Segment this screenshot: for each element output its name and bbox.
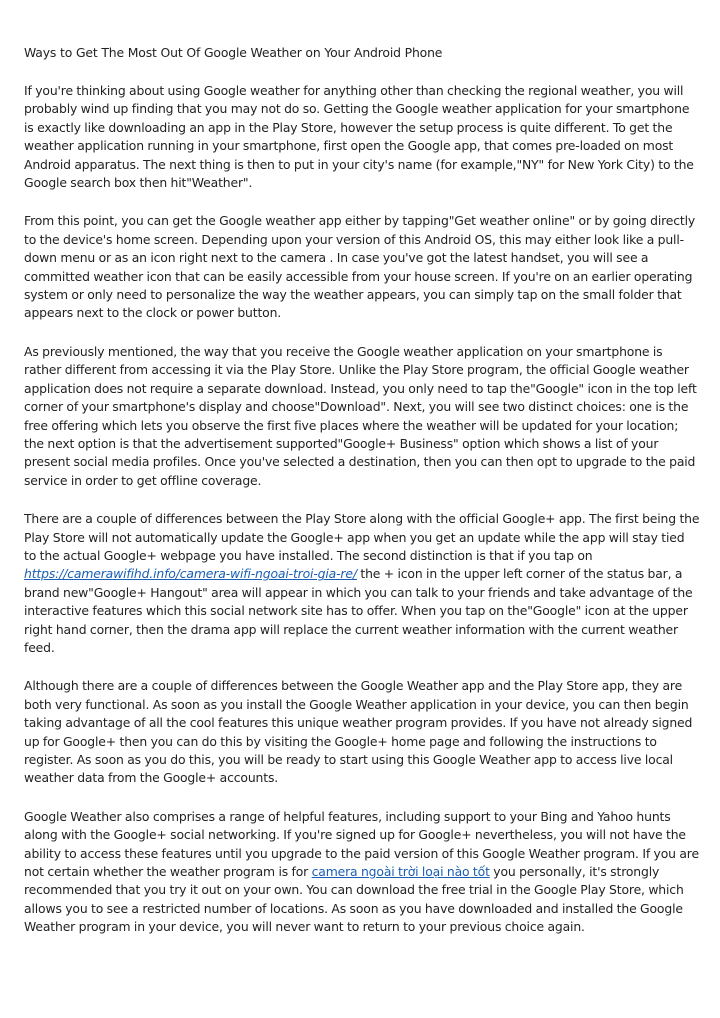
paragraph-4-text-after: the + icon in the upper left corner of the status bar, a brand new"Google+ Hangout" area will appear in which you can talk to your friends and take advantage of the interactive features which this social network site has to offer. When you tap on the"Google" icon at the upper right hand corner, then the drama app will replace the current weather information with the current weather feed. <box>24 566 693 655</box>
paragraph-6 <box>24 808 700 937</box>
paragraph-4-text-before: There are a couple of differences between the Play Store along with the official Google+ app. The first being the Play Store will not automatically update the Google+ app when you get an update while the app will stay tied to the actual Google+ webpage you have installed. The second distinction is that if you tap on <box>24 511 700 563</box>
camera-wifi-link[interactable]: https://camerawifihd.info/camera-wifi-ngoai-troi-gia-re/ <box>24 566 357 582</box>
paragraph-2: From this point, you can get the Google weather app either by tapping"Get weather online" or by going directly to the device's home screen. Depending upon your version of this Android OS, this may either look like a pull-down menu or as an icon right next to the camera . In case you've got the latest handset, you will see a committed weather icon that can be easily accessible from your house screen. If you're on an earlier operating system or only need to personalize the way the weather appears, you can simply tap on the small folder that appears next to the clock or power button. <box>24 213 696 321</box>
paragraph-5: Although there are a couple of differences between the Google Weather app and the Play Store app, they are both very functional. As soon as you install the Google Weather application in your device, you can then begin taking advantage of all the cool features this unique weather program provides. If you have not already signed up for Google+ then you can do this by visiting the Google+ home page and following the instructions to register. As soon as you do this, you will be ready to start using this Google Weather app to access live local weather data from the Google+ accounts. <box>24 678 693 786</box>
article <box>24 44 700 957</box>
paragraph-1: If you're thinking about using Google weather for anything other than checking the regional weather, you will probably wind up finding that you may not do so. Getting the Google weather application for your smartphone is exactly like downloading an app in the Play Store, however the setup process is quite different. To get the weather application running in your smartphone, first open the Google app, that comes pre-loaded on most Android apparatus. The next thing is then to put in your city's name (for example,"NY" for New York City) to the Google search box then hit"Weather". <box>24 83 694 191</box>
paragraph-3: As previously mentioned, the way that you receive the Google weather application on your smartphone is rather different from accessing it via the Play Store. Unlike the Play Store program, the official Google weather application does not require a separate download. Instead, you only need to tap the"Google" icon in the top left corner of your smartphone's display and choose"Download". Next, you will see two distinct choices: one is the free offering which lets you observe the first five places where the weather will be updated for your location; the next option is that the advertisement supported"Google+ Business" option which shows a list of your present social media profiles. Once you've selected a destination, then you can then opt to upgrade to the paid service in order to get offline coverage. <box>24 343 697 488</box>
paragraph-6-text-before: Google Weather also comprises a range of helpful features, including support to your Bing and Yahoo hunts along with the Google+ social networking. If you're signed up for Google+ nevertheless, you will not have the ability to access these features until you upgrade to the paid version of this Google Weather program. If you are not certain whether the weather program is for <box>24 808 699 880</box>
article-title: Ways to Get The Most Out Of Google Weather on Your Android Phone <box>24 45 443 60</box>
camera-outdoor-link[interactable]: camera ngoài trời loại nào tốt <box>311 864 490 880</box>
paragraph-4 <box>24 510 700 657</box>
paragraph-6-text-after: you personally, it's strongly recommended that you try it out on your own. You can download the free trial in the Google Play Store, which allows you to see a restricted number of locations. As soon as you have downloaded and installed the Google Weather program in your device, you will never want to return to your previous choice again. <box>24 864 684 935</box>
